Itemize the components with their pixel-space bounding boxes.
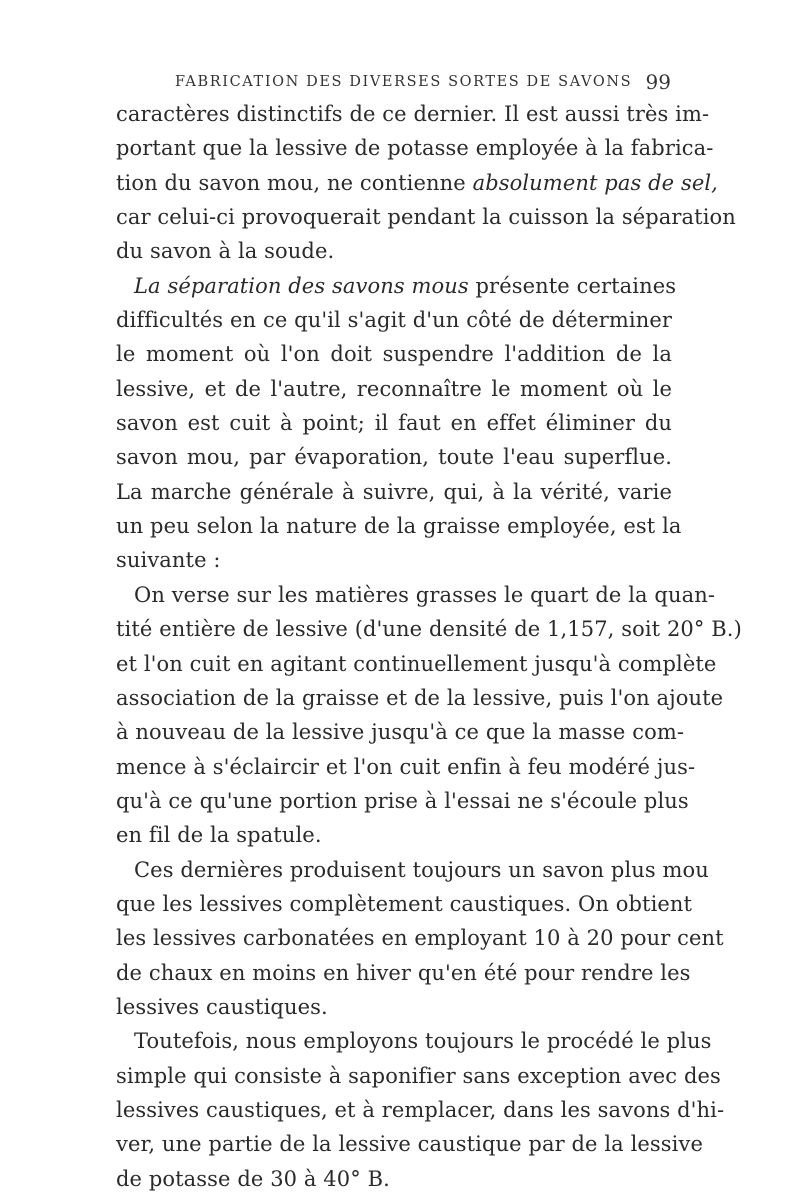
text-line	[116, 337, 672, 371]
text-segment: caractères distinctifs de ce dernier. Il est aussi très im-	[116, 102, 710, 126]
text-line	[116, 818, 672, 852]
text-line	[116, 303, 672, 337]
paragraph	[116, 578, 742, 853]
text-segment: tité entière de lessive (d'une densité de 1,157, soit 20° B.)	[116, 617, 742, 642]
text-segment: La marche générale à suivre, qui, à la vérité, varie	[116, 479, 672, 504]
text-line	[116, 131, 714, 165]
text-segment: On verse sur les matières grasses le quart de la quan-	[134, 582, 716, 607]
running-header-title: FABRICATION DES DIVERSES SORTES DE SAVONS	[175, 74, 633, 90]
text-line	[116, 475, 672, 509]
text-line	[116, 647, 717, 681]
body-text	[116, 97, 742, 1196]
text-segment: lessives caustiques, et à remplacer, dans les savons d'hi-	[116, 1097, 725, 1122]
text-line	[116, 921, 724, 955]
text-segment: les lessives carbonatées en employant 10 à 20 pour cent	[116, 926, 724, 951]
text-segment: et l'on cuit en agitant continuellement jusqu'à complète	[116, 651, 717, 676]
text-segment: à nouveau de la lessive jusqu'à ce que la masse com-	[116, 720, 685, 745]
text-segment: savon est cuit à point; il faut en effet éliminer du	[116, 411, 672, 436]
text-segment: que les lessives complètement caustiques. On obtient	[116, 891, 693, 916]
text-line	[116, 578, 716, 612]
text-line	[116, 1059, 721, 1093]
text-line	[116, 234, 672, 268]
text-line	[116, 1127, 703, 1161]
text-line	[116, 887, 693, 921]
paragraph	[116, 1024, 725, 1196]
text-segment: lessive, et de l'autre, reconnaître le moment où le	[116, 376, 672, 401]
text-segment: savon mou, par évaporation, toute l'eau superflue.	[116, 445, 672, 470]
text-segment: de chaux en moins en hiver qu'en été pour rendre les	[116, 960, 691, 985]
text-line	[116, 406, 672, 440]
text-segment: présente certaines	[468, 273, 677, 298]
text-segment: le moment où l'on doit suspendre l'addition de la	[116, 342, 672, 367]
text-segment: tion du savon mou, ne contienne	[116, 170, 473, 195]
text-line	[116, 956, 691, 990]
text-segment: simple qui consiste à saponifier sans exception avec des	[116, 1063, 721, 1088]
text-segment: portant que la lessive de potasse employée à la fabrica-	[116, 136, 714, 161]
text-segment: ver, une partie de la lessive caustique par de la lessive	[116, 1132, 703, 1157]
paragraph	[116, 97, 736, 269]
text-line	[116, 715, 685, 749]
text-segment: en fil de la spatule.	[116, 823, 322, 848]
text-line	[116, 200, 736, 234]
text-segment: car celui-ci provoquerait pendant la cuisson la séparation	[116, 205, 736, 230]
text-line	[116, 509, 682, 543]
text-segment: suivante :	[116, 548, 221, 573]
text-segment: association de la graisse et de la lessive, puis l'on ajoute	[116, 685, 724, 710]
text-segment: Ces dernières produisent toujours un savon plus mou	[134, 857, 709, 882]
text-line	[116, 990, 672, 1024]
text-line	[116, 1024, 712, 1058]
text-line	[116, 784, 689, 818]
text-segment: qu'à ce qu'une portion prise à l'essai ne s'écoule plus	[116, 788, 689, 813]
text-segment: un peu selon la nature de la graisse employée, est la	[116, 514, 682, 539]
page-number: 99	[645, 70, 671, 94]
paragraph	[116, 853, 724, 1025]
text-line	[116, 750, 696, 784]
text-line	[116, 1162, 672, 1196]
text-segment: mence à s'éclaircir et l'on cuit enfin à feu modéré jus-	[116, 754, 696, 779]
text-line	[116, 853, 709, 887]
text-segment: de potasse de 30 à 40° B.	[116, 1166, 390, 1191]
text-line	[116, 612, 742, 646]
text-line	[116, 166, 718, 200]
text-line	[116, 440, 672, 474]
text-line	[116, 681, 724, 715]
paragraph	[116, 269, 682, 578]
running-header	[175, 70, 675, 96]
text-segment: lessives caustiques.	[116, 994, 328, 1019]
text-segment: du savon à la soude.	[116, 239, 335, 264]
text-segment: difficultés en ce qu'il s'agit d'un côté de déterminer	[116, 308, 672, 333]
text-line	[116, 1093, 725, 1127]
italic-text: absolument pas de sel,	[472, 170, 718, 195]
text-line	[116, 97, 710, 131]
text-line	[116, 269, 677, 303]
italic-text: La séparation des savons mous	[134, 273, 469, 298]
text-segment: Toutefois, nous employons toujours le procédé le plus	[134, 1029, 712, 1054]
text-line	[116, 543, 672, 577]
text-line	[116, 372, 672, 406]
